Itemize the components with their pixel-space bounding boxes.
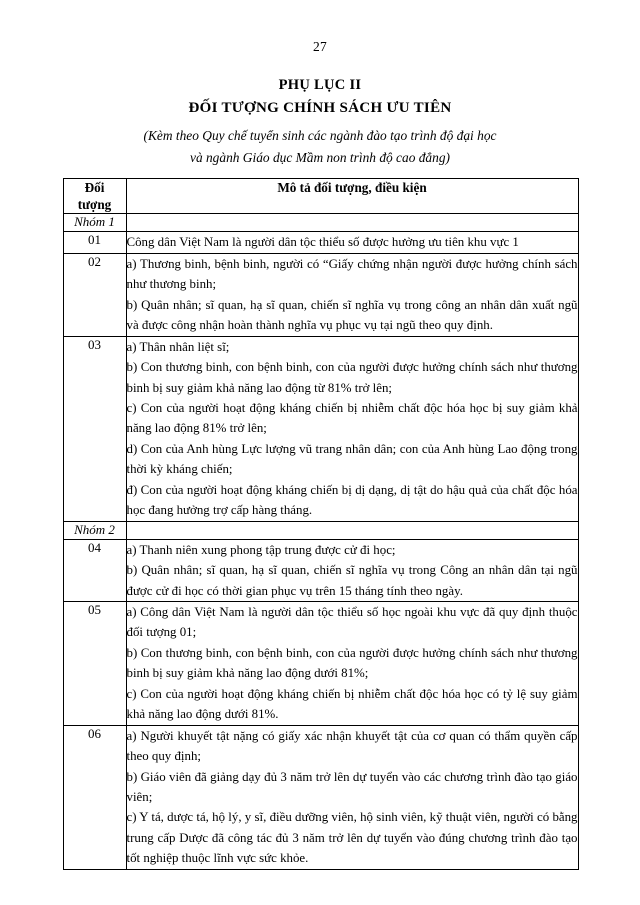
- column-header-code-line2: tượng: [77, 197, 112, 213]
- table-row: [63, 214, 578, 232]
- document-note-line-2: và ngành Giáo dục Mầm non trình độ cao đẳng): [190, 149, 450, 165]
- table-body: [63, 214, 578, 869]
- table-header: [63, 178, 578, 214]
- description-paragraph: a) Thanh niên xung phong tập trung được cử đi học;: [126, 542, 396, 557]
- description-paragraph: b) Giáo viên đã giảng dạy đủ 3 năm trở lên dự tuyển vào các chương trình đào tạo giáo viên;: [126, 769, 578, 805]
- appendix-label: PHỤ LỤC II: [278, 76, 362, 93]
- description-paragraph: a) Công dân Việt Nam là người dân tộc thiểu số học ngoài khu vực đã quy định thuộc đối tượng 01;: [126, 604, 578, 640]
- page-number: 27: [313, 39, 327, 54]
- table-row: [63, 539, 578, 601]
- description-paragraph: b) Quân nhân; sĩ quan, hạ sĩ quan, chiến sĩ nghĩa vụ trong Công an nhân dân tại ngũ được cử đi học có thời gian phục vụ trên 15 tháng tính theo ngày.: [126, 563, 578, 598]
- description-paragraph: a) Thương binh, bệnh binh, người có “Giấy chứng nhận người được hưởng chính sách như thương binh;: [126, 256, 578, 292]
- priority-policy-table: [63, 178, 579, 870]
- description-paragraph: Công dân Việt Nam là người dân tộc thiểu số được hưởng ưu tiên khu vực 1: [126, 235, 519, 250]
- row-code: 03: [63, 336, 126, 521]
- description-paragraph: d) Con của Anh hùng Lực lượng vũ trang nhân dân; con của Anh hùng Lao động trong thời kỳ kháng chiến;: [126, 441, 578, 477]
- document-note: [0, 125, 640, 168]
- policy-table-wrapper: [63, 178, 578, 870]
- table-header-row: [63, 178, 578, 214]
- table-row: [63, 725, 578, 869]
- table-row: [63, 601, 578, 725]
- row-code: 05: [63, 601, 126, 725]
- page-title: ĐỐI TƯỢNG CHÍNH SÁCH ƯU TIÊN: [188, 99, 452, 116]
- row-code: 04: [63, 539, 126, 601]
- description-paragraph: c) Con của người hoạt động kháng chiến bị nhiễm chất độc hóa học có tỷ lệ suy giảm khả năng lao động dưới 81%.: [126, 686, 578, 722]
- description-paragraph: b) Con thương binh, con bệnh binh, con của người được hưởng chính sách như thương binh bị suy giảm khả năng lao động từ 81% trở lên;: [126, 360, 578, 395]
- group-label: Nhóm 1: [63, 214, 126, 232]
- description-paragraph: đ) Con của người hoạt động kháng chiến bị dị dạng, dị tật do hậu quả của chất độc hóa học đang hưởng trợ cấp hàng tháng.: [126, 482, 578, 518]
- row-description: [126, 253, 578, 336]
- description-paragraph: b) Quân nhân; sĩ quan, hạ sĩ quan, chiến sĩ nghĩa vụ trong công an nhân dân xuất ngũ và được công nhận hoàn thành nghĩa vụ phục vụ tại ngũ theo quy định.: [126, 297, 578, 333]
- table-row: [63, 253, 578, 336]
- table-row: [63, 336, 578, 521]
- row-description: [126, 232, 578, 253]
- group-label: Nhóm 2: [63, 521, 126, 539]
- group-description-empty: [126, 214, 578, 232]
- table-row: [63, 521, 578, 539]
- column-header-code-line1: Đối: [84, 179, 105, 195]
- description-paragraph: b) Con thương binh, con bệnh binh, con của người được hưởng chính sách như thương binh bị suy giảm khả năng lao động dưới 81%;: [126, 645, 578, 681]
- row-description: [126, 601, 578, 725]
- row-description: [126, 539, 578, 601]
- group-description-empty: [126, 521, 578, 539]
- description-paragraph: a) Thân nhân liệt sĩ;: [126, 339, 230, 354]
- column-header-description: Mô tả đối tượng, điều kiện: [126, 178, 578, 214]
- row-code: 06: [63, 725, 126, 869]
- description-paragraph: c) Y tá, dược tá, hộ lý, y sĩ, điều dưỡng viên, hộ sinh viên, kỹ thuật viên, người có bằng trung cấp Dược đã công tác đủ 3 năm trở lên dự tuyển vào đúng chương trình đào tạo tốt nghiệp thuộc lĩnh vực sức khỏe.: [126, 810, 578, 866]
- column-header-code: [63, 178, 126, 214]
- row-code: 02: [63, 253, 126, 336]
- row-description: [126, 336, 578, 521]
- description-paragraph: a) Người khuyết tật nặng có giấy xác nhận khuyết tật của cơ quan có thẩm quyền cấp theo quy định;: [126, 728, 578, 764]
- document-note-line-1: (Kèm theo Quy chế tuyển sinh các ngành đào tạo trình độ đại học: [143, 128, 497, 144]
- title-block: [0, 74, 640, 169]
- row-code: 01: [63, 232, 126, 253]
- table-row: [63, 232, 578, 253]
- row-description: [126, 725, 578, 869]
- description-paragraph: c) Con của người hoạt động kháng chiến bị nhiễm chất độc hóa học bị suy giảm khả năng lao động 81% trở lên;: [126, 400, 578, 436]
